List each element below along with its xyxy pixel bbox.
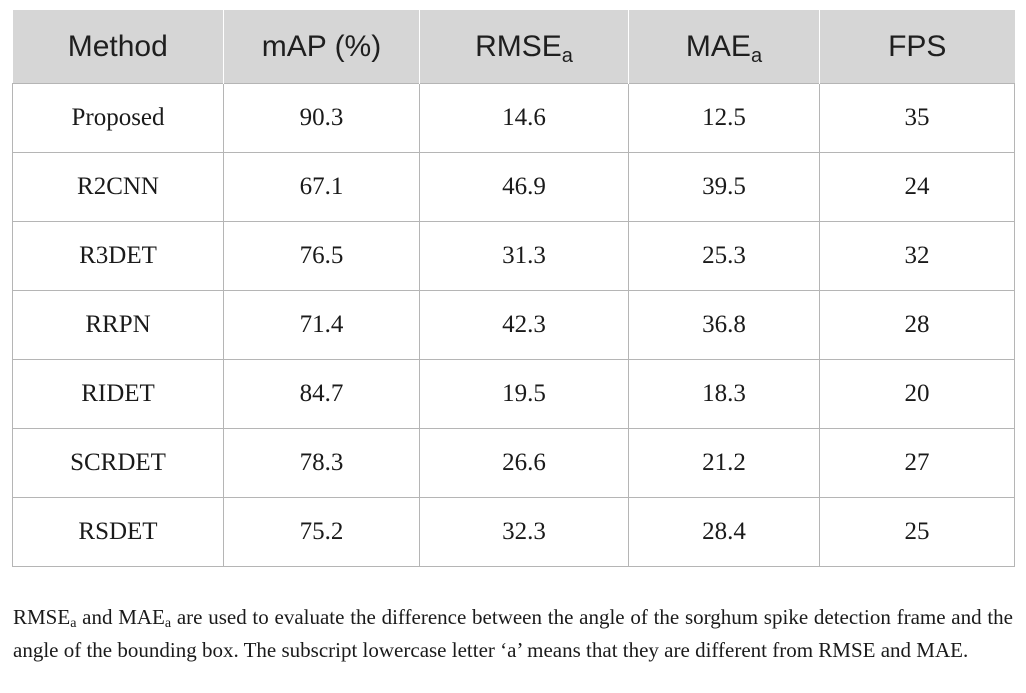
cell-map: 75.2	[224, 498, 420, 567]
cell-rmse: 14.6	[420, 84, 629, 153]
cell-fps: 20	[820, 360, 1015, 429]
header-rmse: $RMSE_a$	[420, 10, 629, 84]
cell-rmse: 32.3	[420, 498, 629, 567]
cell-mae: 21.2	[629, 429, 820, 498]
table-container	[12, 10, 1014, 567]
cell-map: 71.4	[224, 291, 420, 360]
cell-rmse: 26.6	[420, 429, 629, 498]
results-table	[12, 10, 1015, 567]
table-row	[13, 84, 1015, 153]
cell-mae: 36.8	[629, 291, 820, 360]
cell-method: SCRDET	[13, 429, 224, 498]
header-mae: $MAE_a$	[629, 10, 820, 84]
cell-fps: 32	[820, 222, 1015, 291]
cell-fps: 27	[820, 429, 1015, 498]
cell-mae: 12.5	[629, 84, 820, 153]
table-row	[13, 222, 1015, 291]
cell-method: Proposed	[13, 84, 224, 153]
cell-map: 67.1	[224, 153, 420, 222]
cell-map: 78.3	[224, 429, 420, 498]
table-row	[13, 291, 1015, 360]
cell-map: 90.3	[224, 84, 420, 153]
cell-fps: 35	[820, 84, 1015, 153]
cell-rmse: 42.3	[420, 291, 629, 360]
table-row	[13, 153, 1015, 222]
cell-mae: 28.4	[629, 498, 820, 567]
cell-method: R2CNN	[13, 153, 224, 222]
cell-mae: 18.3	[629, 360, 820, 429]
table-footnote: $RMSE_a$ and $MAE_a$ are used to evaluate the difference between the angle of the sorghum spike detection frame and the angle of the bounding box. The subscript lowercase letter ‘a’ means that they are different from RMSE and MAE.	[13, 605, 1013, 662]
header-fps: FPS	[820, 10, 1015, 84]
cell-method: RRPN	[13, 291, 224, 360]
header-map: mAP (%)	[224, 10, 420, 84]
cell-method: RIDET	[13, 360, 224, 429]
cell-mae: 25.3	[629, 222, 820, 291]
header-method: Method	[13, 10, 224, 84]
cell-method: R3DET	[13, 222, 224, 291]
table-row	[13, 498, 1015, 567]
table-header-row	[13, 10, 1015, 84]
cell-fps: 24	[820, 153, 1015, 222]
cell-mae: 39.5	[629, 153, 820, 222]
cell-method: RSDET	[13, 498, 224, 567]
cell-map: 76.5	[224, 222, 420, 291]
cell-map: 84.7	[224, 360, 420, 429]
cell-rmse: 46.9	[420, 153, 629, 222]
cell-fps: 28	[820, 291, 1015, 360]
cell-rmse: 19.5	[420, 360, 629, 429]
cell-fps: 25	[820, 498, 1015, 567]
table-row	[13, 429, 1015, 498]
cell-rmse: 31.3	[420, 222, 629, 291]
table-row	[13, 360, 1015, 429]
